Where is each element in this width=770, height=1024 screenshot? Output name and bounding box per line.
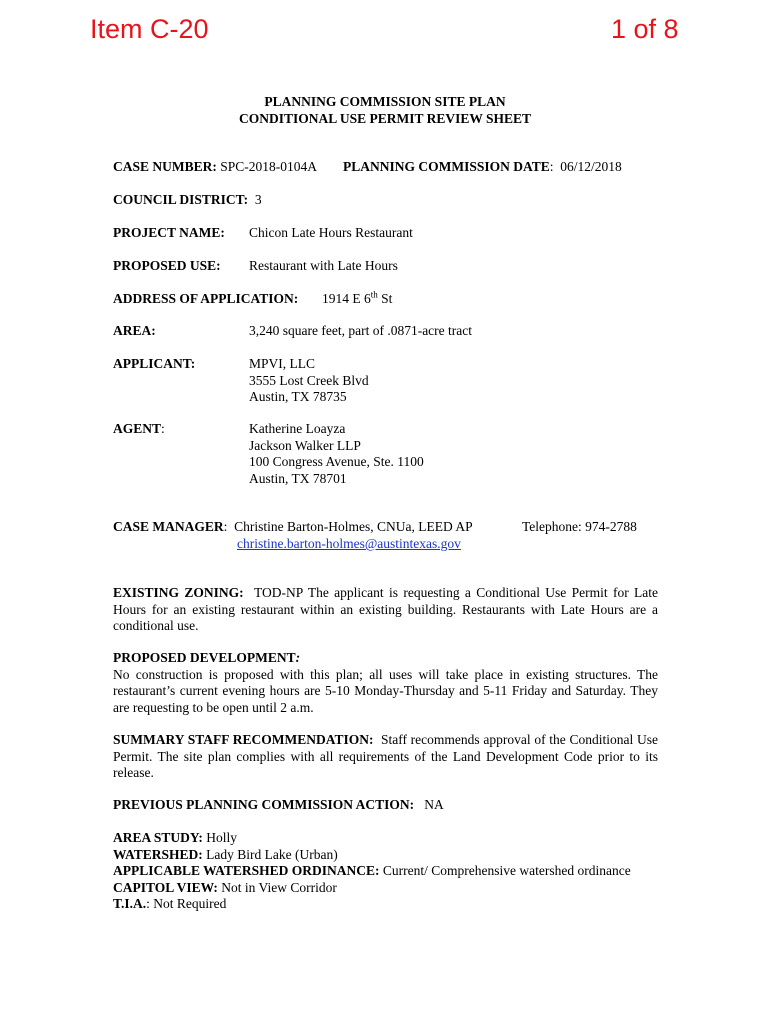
case-manager-row: CASE MANAGER: Christine Barton-Holmes, CNUa, LEED AP	[113, 519, 473, 534]
agent-line: Jackson Walker LLP	[249, 437, 361, 453]
agent-label: AGENT:	[113, 421, 165, 436]
telephone: Telephone: 974-2788	[522, 519, 637, 534]
applicant-label: APPLICANT:	[113, 356, 196, 371]
council-district-label: COUNCIL DISTRICT:	[113, 192, 249, 207]
watershed-ordinance-row: APPLICABLE WATERSHED ORDINANCE: Current/ Comprehensive watershed ordinance	[113, 863, 631, 878]
pc-date-row: PLANNING COMMISSION DATE: 06/12/2018	[343, 159, 622, 174]
applicant-line: MPVI, LLC	[249, 356, 316, 371]
applicant-line: Austin, TX 78735	[249, 389, 347, 404]
agent-line: 100 Congress Avenue, Ste. 1100	[249, 454, 424, 469]
council-district-value: 3	[254, 192, 262, 207]
existing-zoning-label: EXISTING ZONING:	[113, 585, 244, 600]
area-value: 3,240 square feet, part of .0871-acre tract	[249, 323, 473, 338]
case-number-value: SPC-2018-0104A	[220, 159, 318, 174]
item-number-stamp: Item C-20	[90, 14, 209, 44]
address-value: 1914 E 6th St	[322, 289, 393, 306]
proposed-development-paragraph: PROPOSED DEVELOPMENT: No construction is proposed with this plan; all uses will take place in existing structures. The restaurant’s current evening hours are 5-10 Monday-Thursday and 5-11 Friday and Saturday. They are requesting to be open until 2 a.m.	[113, 650, 658, 715]
capitol-view-row: CAPITOL VIEW: Not in View Corridor	[113, 879, 337, 895]
proposed-use-label: PROPOSED USE:	[113, 258, 221, 273]
address-label: ADDRESS OF APPLICATION:	[113, 291, 299, 306]
applicant-address-block	[249, 356, 369, 406]
project-name-label: PROJECT NAME:	[113, 225, 225, 240]
council-district-row	[113, 192, 262, 209]
case-manager-value: Christine Barton-Holmes, CNUa, LEED AP	[234, 519, 473, 534]
staff-recommendation-paragraph	[113, 732, 658, 782]
previous-action-value: NA	[424, 797, 444, 812]
site-facts-block	[113, 830, 631, 913]
page-count-stamp: 1 of 8	[611, 14, 679, 44]
proposed-use-value: Restaurant with Late Hours	[249, 258, 398, 273]
area-label: AREA:	[113, 323, 156, 338]
case-manager-email-link[interactable]: christine.barton-holmes@austintexas.gov	[237, 536, 461, 551]
watershed-row: WATERSHED: Lady Bird Lake (Urban)	[113, 846, 338, 862]
tia-row: T.I.A.: Not Required	[113, 896, 227, 911]
agent-line: Katherine Loayza	[249, 421, 346, 436]
previous-action-label: PREVIOUS PLANNING COMMISSION ACTION:	[113, 797, 415, 812]
applicant-line: 3555 Lost Creek Blvd	[249, 372, 369, 388]
case-manager-label: CASE MANAGER	[113, 519, 224, 534]
proposed-development-label: PROPOSED DEVELOPMENT	[113, 650, 296, 665]
proposed-development-text: No construction is proposed with this plan; all uses will take place in existing structures. The restaurant’s current evening hours are 5-10 Monday-Thursday and 5-11 Friday and Saturday. They are requesting to be open until 2 a.m.	[113, 666, 658, 715]
pc-date-label: PLANNING COMMISSION DATE	[343, 159, 550, 174]
existing-zoning-text: TOD-NP The applicant is requesting a Conditional Use Permit for Late Hours for an existing restaurant within an existing building. Restaurants with Late Hours are a conditional use.	[113, 585, 658, 633]
project-name-value: Chicon Late Hours Restaurant	[249, 225, 413, 240]
agent-address-block	[249, 421, 424, 487]
document-title-line1: PLANNING COMMISSION SITE PLAN	[264, 94, 506, 109]
previous-action-row	[113, 797, 444, 814]
case-number-row	[113, 159, 317, 176]
staff-recommendation-text: Staff recommends approval of the Conditional Use Permit. The site plan complies with all requirements of the Land Development Code prior to its release.	[113, 732, 659, 780]
staff-recommendation-label: SUMMARY STAFF RECOMMENDATION:	[113, 732, 374, 747]
document-title-line2: CONDITIONAL USE PERMIT REVIEW SHEET	[238, 111, 532, 126]
case-number-label: CASE NUMBER:	[113, 159, 217, 174]
area-study-row: AREA STUDY: Holly	[113, 830, 238, 845]
existing-zoning-paragraph	[113, 585, 658, 635]
pc-date-value: 06/12/2018	[560, 159, 622, 174]
agent-line: Austin, TX 78701	[249, 470, 347, 486]
